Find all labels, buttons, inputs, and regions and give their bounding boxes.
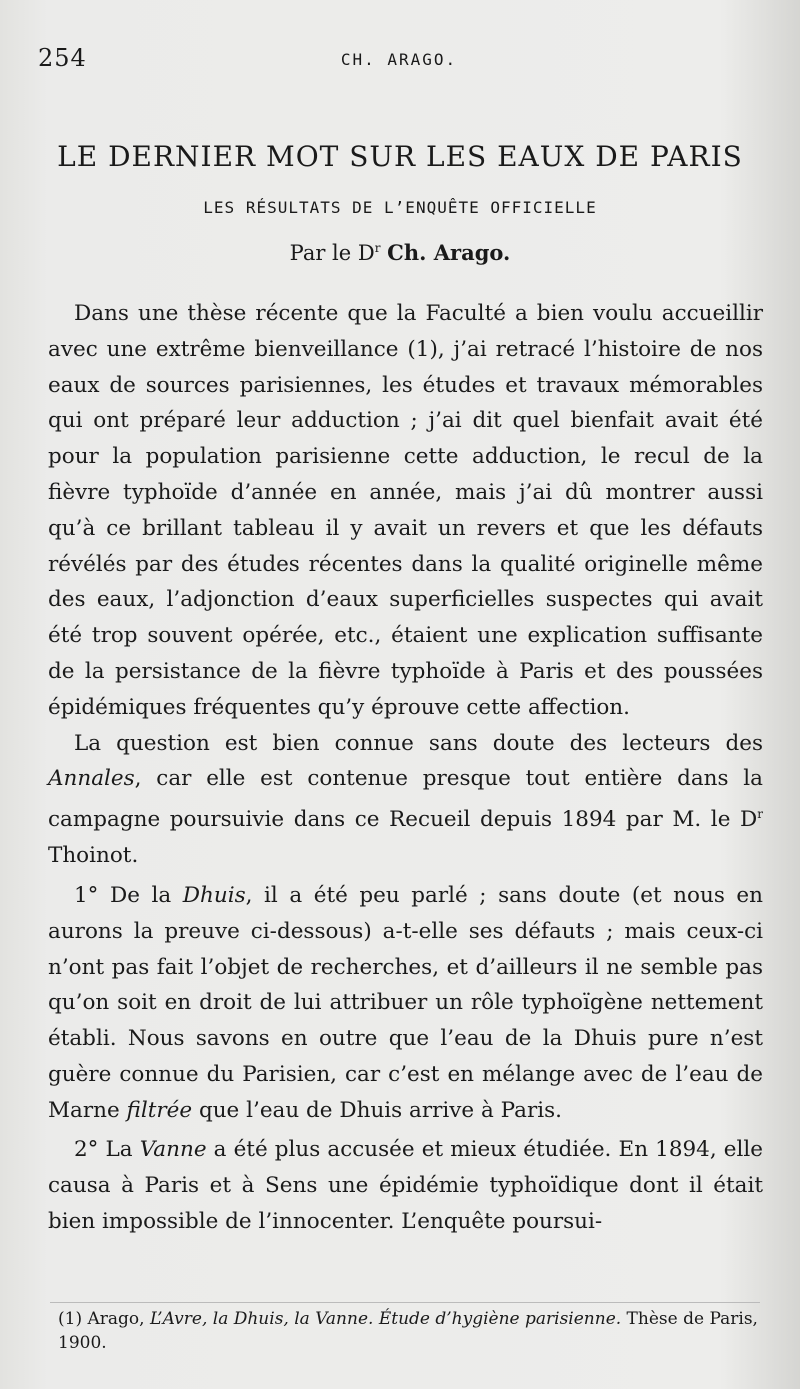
footnote <box>58 1307 768 1355</box>
paragraph-dhuis <box>48 878 763 1129</box>
p4-text-a: 2° La <box>74 1137 140 1163</box>
paragraph-intro: Dans une thèse récente que la Faculté a bien voulu accueillir avec une extrême bienveillance (1), j’ai retracé l’histoire de nos eaux de sources parisiennes, les études et travaux mémorables qui ont préparé leur adduction ; j’ai dit quel bienfait avait été pour la population parisienne cette adduction, le recul de la fièvre typhoïde d’année en année, mais j’ai dû montrer aussi qu’à ce brillant tableau il y avait un revers et que les défauts révélés par des études récentes dans la qualité originelle même des eaux, l’adjonction d’eaux superficielles suspectes qui avait été trop souvent opérée, etc., étaient une explication suffisante de la persistance de la fièvre typhoïde à Paris et des poussées épidémiques fréquentes qu’y éprouve cette affection. <box>48 301 763 720</box>
page-number: 254 <box>38 44 87 72</box>
p3-text-b: , il a été peu parlé ; sans doute (et nous en aurons la preuve ci-dessous) a-t-elle ses défauts ; mais ceux-ci n’ont pas fait l’objet de recherches, et d’ailleurs il ne semble pas qu’on soit en droit de lui attribuer un rôle typhoïgène nettement établi. Nous savons en outre que l’eau de la Dhuis pure n’est guère connue du Parisien, car c’est en mélange avec de l’eau de Marne <box>48 882 763 1123</box>
byline <box>40 240 760 265</box>
p4-text-b: a été plus accusée et mieux étudiée. En 1894, elle causa à Paris et à Sens une épidémie typhoïdique dont il était bien impossible de l’innocenter. L’enquête poursui- <box>48 1137 763 1235</box>
byline-prefix: Par le D <box>289 241 375 265</box>
paragraph-question <box>48 726 763 874</box>
paragraph-vanne <box>48 1132 763 1239</box>
author-name: Ch. Arago. <box>387 240 511 265</box>
p3-emphasis-dhuis: Dhuis <box>182 882 246 908</box>
article-subtitle: LES RÉSULTATS DE L’ENQUÊTE OFFICIELLE <box>203 198 597 217</box>
p3-text-a: 1° De la <box>74 882 183 908</box>
p4-emphasis: Vanne <box>139 1137 207 1163</box>
p2-sup: r <box>757 807 763 822</box>
p2-text-b: , car elle est contenue presque tout entière dans la campagne poursuivie dans ce Recueil depuis 1894 par M. le D <box>48 766 763 833</box>
running-title: CH. ARAGO. <box>340 50 458 69</box>
footnote-marker: (1) Arago, <box>58 1309 150 1329</box>
footnote-italic: L’Avre, la Dhuis, la Vanne. Étude d’hygiène parisienne. <box>149 1309 622 1329</box>
footnote-rule <box>50 1302 760 1303</box>
p3-emphasis-filtree: filtrée <box>126 1097 193 1123</box>
article-title: LE DERNIER MOT SUR LES EAUX DE PARIS <box>57 140 743 173</box>
p2-emphasis: Annales <box>48 766 135 792</box>
p2-text-a: La question est bien connue sans doute des lecteurs des <box>74 730 763 756</box>
body-text <box>48 296 763 1240</box>
p3-text-c: que l’eau de Dhuis arrive à Paris. <box>192 1097 562 1123</box>
footnote-rest: Thèse de Paris, 1900. <box>58 1309 758 1353</box>
byline-sup: r <box>374 241 381 255</box>
p2-text-c: Thoinot. <box>48 843 139 869</box>
running-head <box>38 44 760 74</box>
